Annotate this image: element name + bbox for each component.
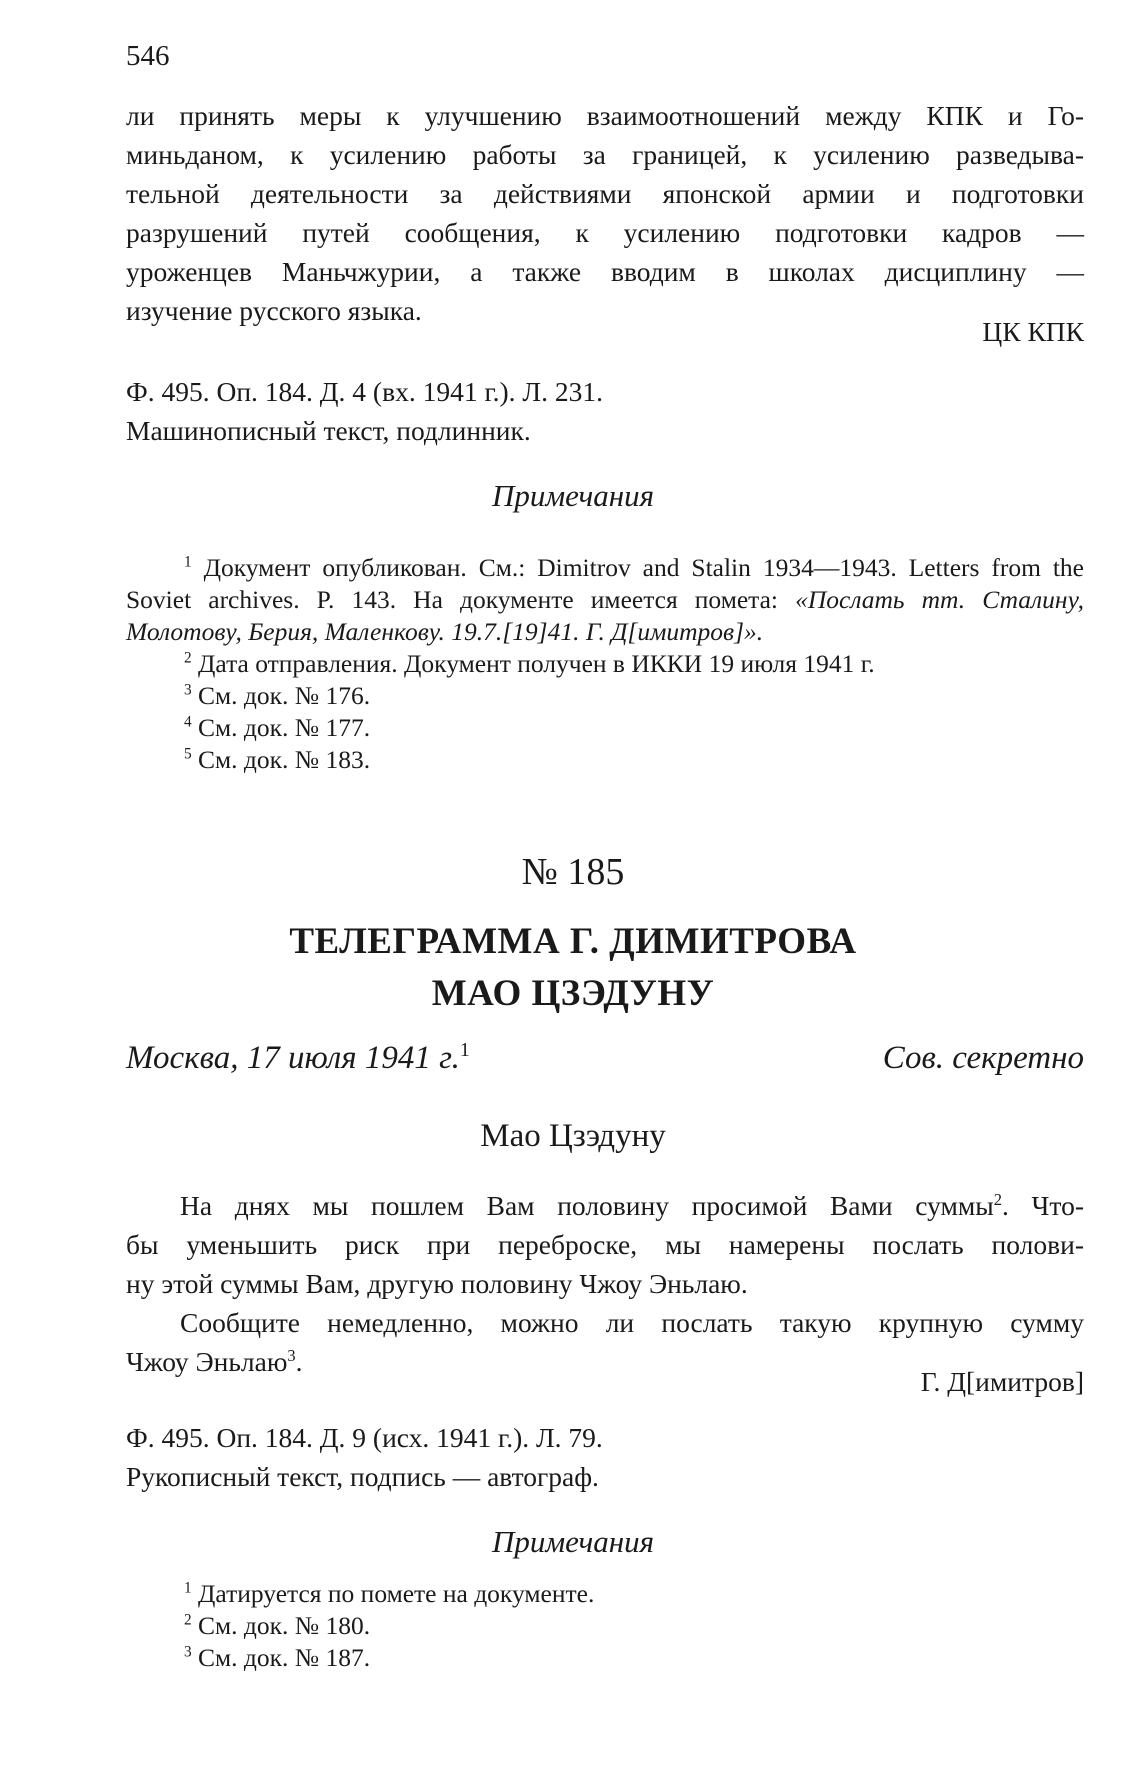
footnote-mark: 5 [184,745,192,763]
footnote-4 [126,712,1084,744]
footnote-text: См. док. № 187. [198,1643,371,1672]
place-date [126,1040,470,1077]
document-title-line: МАО ЦЗЭДУНУ [431,973,715,1014]
text-line [126,1186,1084,1225]
footnote-mark: 2 [184,649,192,667]
footnote-1 [126,552,1084,648]
archive-reference-line: Ф. 495. Оп. 184. Д. 9 (исх. 1941 г.). Л. 79. [126,1422,603,1453]
text-line: ли принять меры к улучшению взаимоотношений между КПК и Го- [126,100,1084,131]
footnote-3 [126,680,1084,712]
archive-reference [126,1418,603,1496]
footnote-mark: 2 [184,1611,192,1629]
text-line: бы уменьшить риск при переброске, мы намерены послать полови- [126,1229,1084,1260]
text-line-part: Чжоу Эньлаю [126,1346,288,1377]
document-type-line: Рукописный текст, подпись — автограф. [126,1461,599,1492]
signature-ck-kpk: ЦК КПК [982,316,1084,347]
footnotes-list [126,1578,1084,1674]
footnote-mark: 1 [459,1039,470,1061]
text-line-part: . [295,1346,303,1377]
footnote-text: См. док. № 176. [198,681,371,710]
text-line-part: На днях мы пошлем Вам половину просимой Вами суммы [180,1190,994,1221]
footnote-mark: 3 [184,1643,192,1661]
document-number: № 185 [521,851,625,893]
footnote-text: См. док. № 180. [198,1611,371,1640]
notes-title: Примечания [491,1524,655,1559]
page-number: 546 [126,40,170,72]
footnote-2 [126,1610,1084,1642]
footnote-mark: 4 [184,713,192,731]
archive-reference [126,372,603,450]
footnote-mark: 2 [993,1189,1003,1209]
place-date-text: Москва, 17 июля 1941 г. [126,1040,460,1076]
footnote-text: Документ опубликован. См.: Dimitrov and Stalin 1934—1943. Letters from the Soviet archives. P. 143. На документе имеется помета: [126,553,1085,614]
text-line: тельной деятельности за действиями японской армии и подготовки [126,178,1084,209]
footnote-text: См. док. № 177. [198,713,371,742]
footnote-5 [126,744,1084,776]
text-line-part: . Что- [1002,1190,1084,1221]
document-type-line: Машинописный текст, подлинник. [126,415,531,446]
footnote-italic-text: «Послать тт. Сталину, Молотову, Берия, Маленкову. 19.7.[19]41. Г. Д[имитров]». [126,585,1084,646]
footnote-text: Дата отправления. Документ получен в ИККИ 19 июля 1941 г. [198,649,875,678]
footnotes-list [126,552,1084,776]
signature-dimitrov: Г. Д[имитров] [920,1366,1084,1397]
footnote-mark: 3 [184,681,192,699]
footnote-mark: 1 [184,553,192,571]
continuation-paragraph [126,96,1084,330]
text-line: разрушений путей сообщения, к усилению подготовки кадров — [126,217,1084,248]
text-line: изучение русского языка. [126,295,422,326]
footnote-2 [126,648,1084,680]
document-title-line: ТЕЛЕГРАММА Г. ДИМИТРОВА [289,921,857,962]
footnote-mark: 1 [184,1579,192,1597]
text-line: Сообщите немедленно, можно ли послать такую крупную сумму [180,1307,1084,1338]
footnote-mark: 3 [287,1345,296,1365]
telegram-body [126,1186,1084,1381]
text-line: уроженцев Маньчжурии, а также вводим в школах дисциплину — [126,256,1084,287]
notes-title: Примечания [491,478,655,513]
document-title [0,916,1146,1020]
footnote-text: См. док. № 183. [198,745,371,774]
text-line: миньданом, к усилению работы за границей, к усилению разведыва- [126,139,1084,170]
addressee: Мао Цзэдуну [480,1118,666,1154]
footnote-3 [126,1642,1084,1674]
text-line: ну этой суммы Вам, другую половину Чжоу Эньлаю. [126,1268,748,1299]
footnote-1 [126,1578,1084,1610]
classification-label: Сов. секретно [882,1040,1084,1076]
archive-reference-line: Ф. 495. Оп. 184. Д. 4 (вх. 1941 г.). Л. 231. [126,376,603,407]
footnote-text: Датируется по помете на документе. [198,1579,595,1608]
